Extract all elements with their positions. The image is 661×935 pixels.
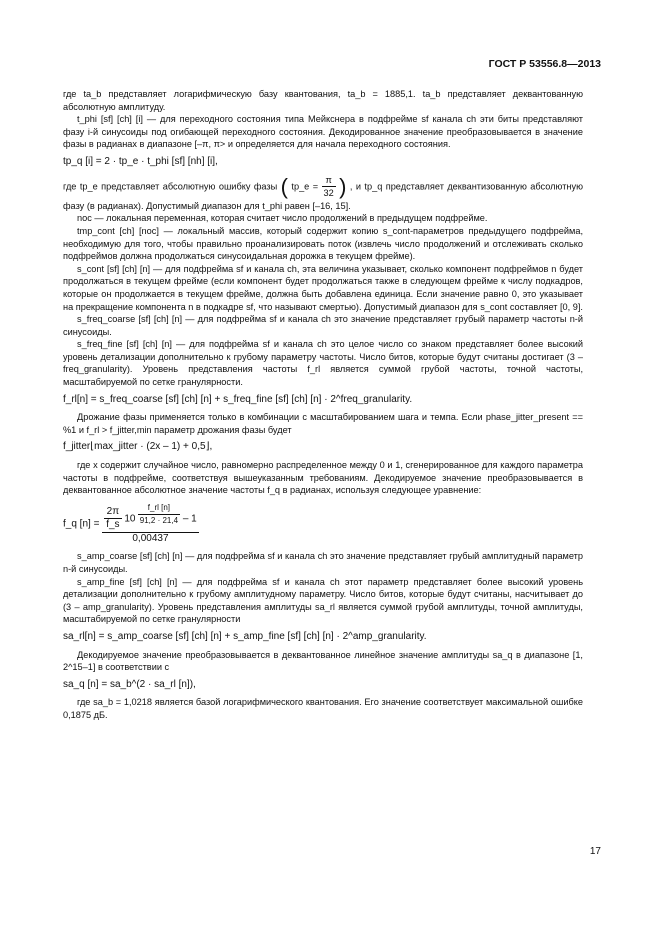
paragraph: где ta_b представляет логарифмическую базу квантования, ta_b = 1885,1. ta_b представляет деквантованную абсолютную амплитуду. — [63, 89, 583, 112]
fq-lhs: f_q [n] = — [63, 518, 100, 530]
fs: f_s — [106, 519, 120, 531]
exp-num: f_rl [n] — [138, 502, 180, 516]
formula-frl: f_rl[n] = s_freq_coarse [sf] [ch] [n] + s_freq_fine [sf] [ch] [n] · 2^freq_granularity. — [63, 393, 413, 405]
exponent-fraction — [138, 502, 180, 528]
paragraph: где x содержит случайное число, равномерно распределенное между 0 и 1, сгенерированное для каждого параметра частоты в подфрейме, соответствуя вышеуказанным требованиям. Декодируемое значение преобразовывается в деквантованное абсолютное значение частоты f_q в радианах, используя следующее уравнение: — [63, 460, 583, 496]
formula-tpq: tp_q [i] = 2 · tp_e · t_phi [sf] [nh] [i], — [63, 155, 218, 167]
denominator: 32 — [323, 188, 334, 199]
page-body — [63, 88, 583, 722]
fq-denominator: 0,00437 — [132, 532, 169, 544]
paren-close: ) — [339, 173, 347, 199]
paragraph: s_freq_fine [sf] [ch] [n] — для подфрейма sf и канала ch это целое число со знаком представляет более высокий уровень детализации дополнительно к грубому параметру частоты. Число битов, которые будут считаны достигает (3 – freq_granularity). Уровень представления частоты f_rl является суммой грубой частоты, точной частоты, масштабируемой по сетке гранулярности. — [63, 339, 583, 388]
paragraph: где sa_b = 1,0218 является базой логарифмического квантования. Его значение соответствует максимальной ошибке 0,1875 дБ. — [63, 697, 583, 721]
paragraph: s_freq_coarse [sf] [ch] [n] — для подфрейма sf и канала ch это значение представляет грубый параметр частоты n-й синусоиды. — [63, 314, 583, 337]
paragraph-tpe — [63, 174, 583, 213]
paragraph: t_phi [sf] [ch] [i] — для переходного состояния типа Мейкснера в подфрейме sf канала ch эти биты представляют фазу i-й синусоиды под огибающей переходного состояния. Декодированное значение преобразовывается в значение фазы в радианах в диапазоне [–π, π> и определяется для начала переходного состояния. — [63, 114, 583, 150]
text: где tp_e представляет абсолютную ошибку фазы — [63, 181, 278, 192]
formula-jitter: f_jitter⌊max_jitter · (2x – 1) + 0,5⌋, — [63, 441, 213, 453]
paragraph: Дрожание фазы применяется только в комбинации с масштабированием шага и темпа. Если phase_jitter_present == %1 и f_rl > f_jitter,min параметр дрожания фазы будет — [63, 412, 583, 435]
exp-den: 91,2 · 21,4 — [139, 516, 179, 526]
formula-sarl: sa_rl[n] = s_amp_coarse [sf] [ch] [n] + s_amp_fine [sf] [ch] [n] · 2^amp_granularity. — [63, 631, 427, 643]
two-pi-over-fs — [104, 506, 121, 532]
ten: 10 — [124, 513, 136, 525]
paragraph: s_amp_coarse [sf] [ch] [n] — для подфрейма sf и канала ch это значение представляет грубый амплитудный параметр n-й синусоиды. — [63, 551, 583, 575]
formula-tpe-lhs: tp_e = — [291, 181, 319, 192]
page-number: 17 — [589, 846, 601, 857]
text: , и tp_q представляет деквантизованную абсолютную фазу (в радианах). Допустимый диапазон для t_phi равен [–16, 15]. — [63, 181, 583, 211]
paragraph: s_cont [sf] [ch] [n] — для подфрейма sf и канала ch, эта величина указывает, сколько компонент подфреймов n будет продолжаться в текущем фрейме (если компонент будет продолжаться также в следующем фрейме к числу подкадров, которые он продолжается в текущем фрейме, должна быть добавлена единица. Если значение равно 0, это указывает на прекращение компонента n в подкадре sf, что называют смертью). Допустимый диапазон для s_cont составляет [0, 9]. — [63, 263, 583, 312]
paragraph: s_amp_fine [sf] [ch] [n] — для подфрейма sf и канала ch этот параметр представляет более высокий уровень детализации дополнительно к грубому амплитудному параметру. Число битов, которые будут считаны, насчитывает до (3 – amp_granularity). Уровень представления амплитуды sa_rl является суммой грубой амплитуды, точной амплитуды, масштабируемой по сетке гранулярности — [63, 576, 583, 625]
formula-fq — [63, 502, 583, 546]
paragraph: Декодируемое значение преобразовывается в деквантованное линейное значение амплитуды sa_q в диапазоне [1, 2^15–1] в соответствии с — [63, 649, 583, 673]
paragraph: noc — локальная переменная, которая считает число продолжений в предыдущем подфрейме. — [77, 213, 488, 224]
numerator: π — [322, 174, 336, 188]
minus-one: – 1 — [182, 513, 197, 525]
paren-open: ( — [280, 173, 288, 199]
paragraph: tmp_cont [ch] [noc] — локальный массив, который содержит копию s_cont-параметров предыдущего подфрейма, необходимую для того, чтобы правильно проанализировать поток (извлечь число продолжений и отслеживать сколько подфреймов должна продолжаться синусоидальная дорожка в текущем фрейме). — [63, 225, 583, 262]
two-pi: 2π — [104, 506, 121, 520]
document-header: ГОСТ Р 53556.8—2013 — [488, 58, 601, 70]
fraction — [322, 174, 336, 200]
fq-numerator — [102, 502, 199, 533]
formula-saq: sa_q [n] = sa_b^(2 · sa_rl [n]), — [63, 678, 196, 690]
fq-main-fraction — [102, 502, 199, 546]
